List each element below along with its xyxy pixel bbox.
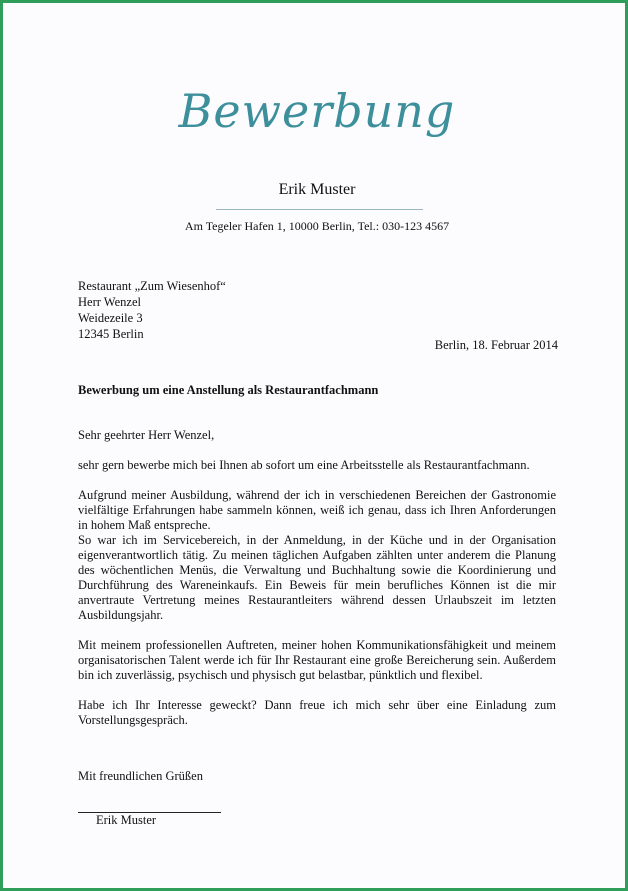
body-paragraph-qualities: Mit meinem professionellen Auftreten, meiner hohen Kommunikationsfähigkeit und meinem organisatorischen Talent werde ich für Ihr Restaurant eine große Bereicherung sein. Außerdem bin ich zuverlässig, psychisch und physisch gut belastbar, pünktlich und flexibel. bbox=[78, 638, 556, 682]
body-paragraph-intro: sehr gern bewerbe mich bei Ihnen ab sofort um eine Arbeitsstelle als Restaurantfachmann. bbox=[78, 458, 530, 472]
sender-name: Erik Muster bbox=[278, 181, 356, 198]
document-title: Bewerbung bbox=[178, 84, 456, 138]
letter-body bbox=[78, 458, 556, 728]
recipient-company: Restaurant „Zum Wiesenhof“ bbox=[78, 279, 226, 293]
sender-address: Am Tegeler Hafen 1, 10000 Berlin, Tel.: 030-123 4567 bbox=[184, 219, 450, 233]
body-paragraph-training: Aufgrund meiner Ausbildung, während der ich in verschiedenen Bereichen der Gastronomie vielfältige Erfahrungen habe sammeln können, weiß ich genau, dass ich Ihren Anforderungen in hohem Maß entspreche. bbox=[78, 488, 556, 532]
page-background bbox=[6, 6, 622, 885]
recipient-address-block bbox=[78, 278, 226, 342]
recipient-city: 12345 Berlin bbox=[78, 327, 144, 341]
body-paragraph-experience: So war ich im Servicebereich, in der Anmeldung, in der Küche und in der Organisation eigenverantwortlich tätig. Zu meinen täglichen Aufgaben zählten unter anderem die Planung des wöchentlichen Menüs, die Verwaltung und Buchhaltung sowie die Koordinierung und Durchführung des Wareneinkaufs. Ein Beweis für mein berufliches Können ist die mir anvertraute Vertretung meines Restaurantleiters während dessen Urlaubszeit im letzten Ausbildungsjahr. bbox=[78, 533, 556, 622]
letter-subject: Bewerbung um eine Anstellung als Restaurantfachmann bbox=[78, 383, 379, 397]
recipient-street: Weidezeile 3 bbox=[78, 311, 143, 325]
signature-name: Erik Muster bbox=[96, 813, 157, 827]
recipient-person: Herr Wenzel bbox=[78, 295, 141, 309]
body-paragraph-interview: Habe ich Ihr Interesse geweckt? Dann freue ich mich sehr über eine Einladung zum Vorstellungsgespräch. bbox=[78, 698, 556, 727]
letter-date: Berlin, 18. Februar 2014 bbox=[434, 338, 558, 352]
letter-closing: Mit freundlichen Grüßen bbox=[78, 769, 203, 783]
cover-letter-document bbox=[6, 6, 628, 891]
sender-divider bbox=[216, 209, 423, 210]
letter-salutation: Sehr geehrter Herr Wenzel, bbox=[78, 428, 215, 442]
